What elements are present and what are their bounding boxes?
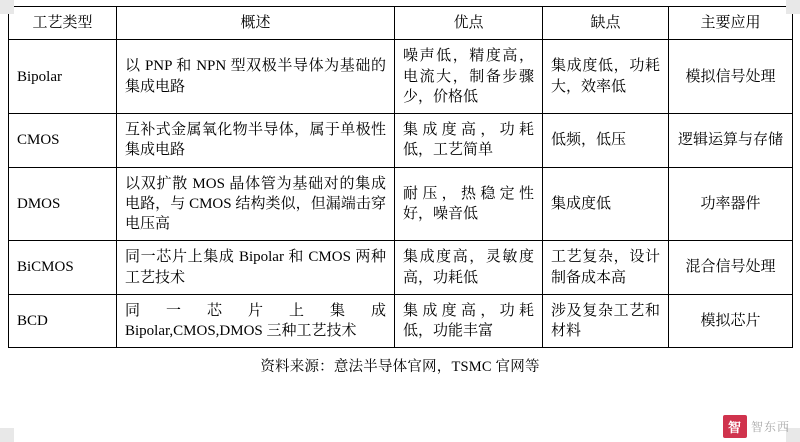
cell-pros: 集成度高，灵敏度高，功耗低 xyxy=(395,241,543,295)
cell-type: DMOS xyxy=(9,167,117,241)
table-row xyxy=(9,40,793,114)
cell-cons: 工艺复杂，设计制备成本高 xyxy=(543,241,669,295)
cell-applications: 功率器件 xyxy=(669,167,793,241)
cell-cons: 涉及复杂工艺和材料 xyxy=(543,294,669,348)
source-note: 资料来源：意法半导体官网，TSMC 官网等 xyxy=(260,359,540,376)
cell-pros: 集成度高，功耗低，功能丰富 xyxy=(395,294,543,348)
cell-cons: 低频，低压 xyxy=(543,114,669,168)
cell-type: BCD xyxy=(9,294,117,348)
table-body xyxy=(9,40,793,348)
cell-overview: 同一芯片上集成 Bipolar 和 CMOS 两种工艺技术 xyxy=(117,241,395,295)
table-header-row xyxy=(9,7,793,40)
watermark-label: 智东西 xyxy=(750,420,790,434)
cell-applications: 逻辑运算与存储 xyxy=(669,114,793,168)
column-header-pros: 优点 xyxy=(395,7,543,40)
column-header-overview: 概述 xyxy=(117,7,395,40)
cell-overview: 同 一 芯 片 上 集 成 Bipolar,CMOS,DMOS 三种工艺技术 xyxy=(117,294,395,348)
column-header-cons: 缺点 xyxy=(543,7,669,40)
watermark-logo-icon: 智 xyxy=(723,415,747,438)
cell-type: CMOS xyxy=(9,114,117,168)
cell-type: BiCMOS xyxy=(9,241,117,295)
cell-applications: 混合信号处理 xyxy=(669,241,793,295)
process-comparison-table xyxy=(8,6,793,348)
table-header xyxy=(9,7,793,40)
cell-cons: 集成度低，功耗大，效率低 xyxy=(543,40,669,114)
watermark xyxy=(723,415,790,438)
table-row xyxy=(9,241,793,295)
cell-applications: 模拟信号处理 xyxy=(669,40,793,114)
cell-cons: 集成度低 xyxy=(543,167,669,241)
cell-applications: 模拟芯片 xyxy=(669,294,793,348)
corner-mark-top-right xyxy=(786,0,800,14)
cell-pros: 耐压，热稳定性好，噪音低 xyxy=(395,167,543,241)
corner-mark-bottom-left xyxy=(0,428,14,442)
corner-mark-top-left xyxy=(0,0,14,14)
cell-pros: 集成度高，功耗低，工艺简单 xyxy=(395,114,543,168)
cell-overview: 以 PNP 和 NPN 型双极半导体为基础的集成电路 xyxy=(117,40,395,114)
column-header-type: 工艺类型 xyxy=(9,7,117,40)
table-row xyxy=(9,167,793,241)
cell-pros: 噪声低，精度高，电流大，制备步骤少，价格低 xyxy=(395,40,543,114)
table-row xyxy=(9,294,793,348)
cell-overview: 以双扩散 MOS 晶体管为基础对的集成电路，与 CMOS 结构类似，但漏端击穿电压高 xyxy=(117,167,395,241)
column-header-applications: 主要应用 xyxy=(669,7,793,40)
cell-overview: 互补式金属氧化物半导体，属于单极性集成电路 xyxy=(117,114,395,168)
table-row xyxy=(9,114,793,168)
cell-type: Bipolar xyxy=(9,40,117,114)
